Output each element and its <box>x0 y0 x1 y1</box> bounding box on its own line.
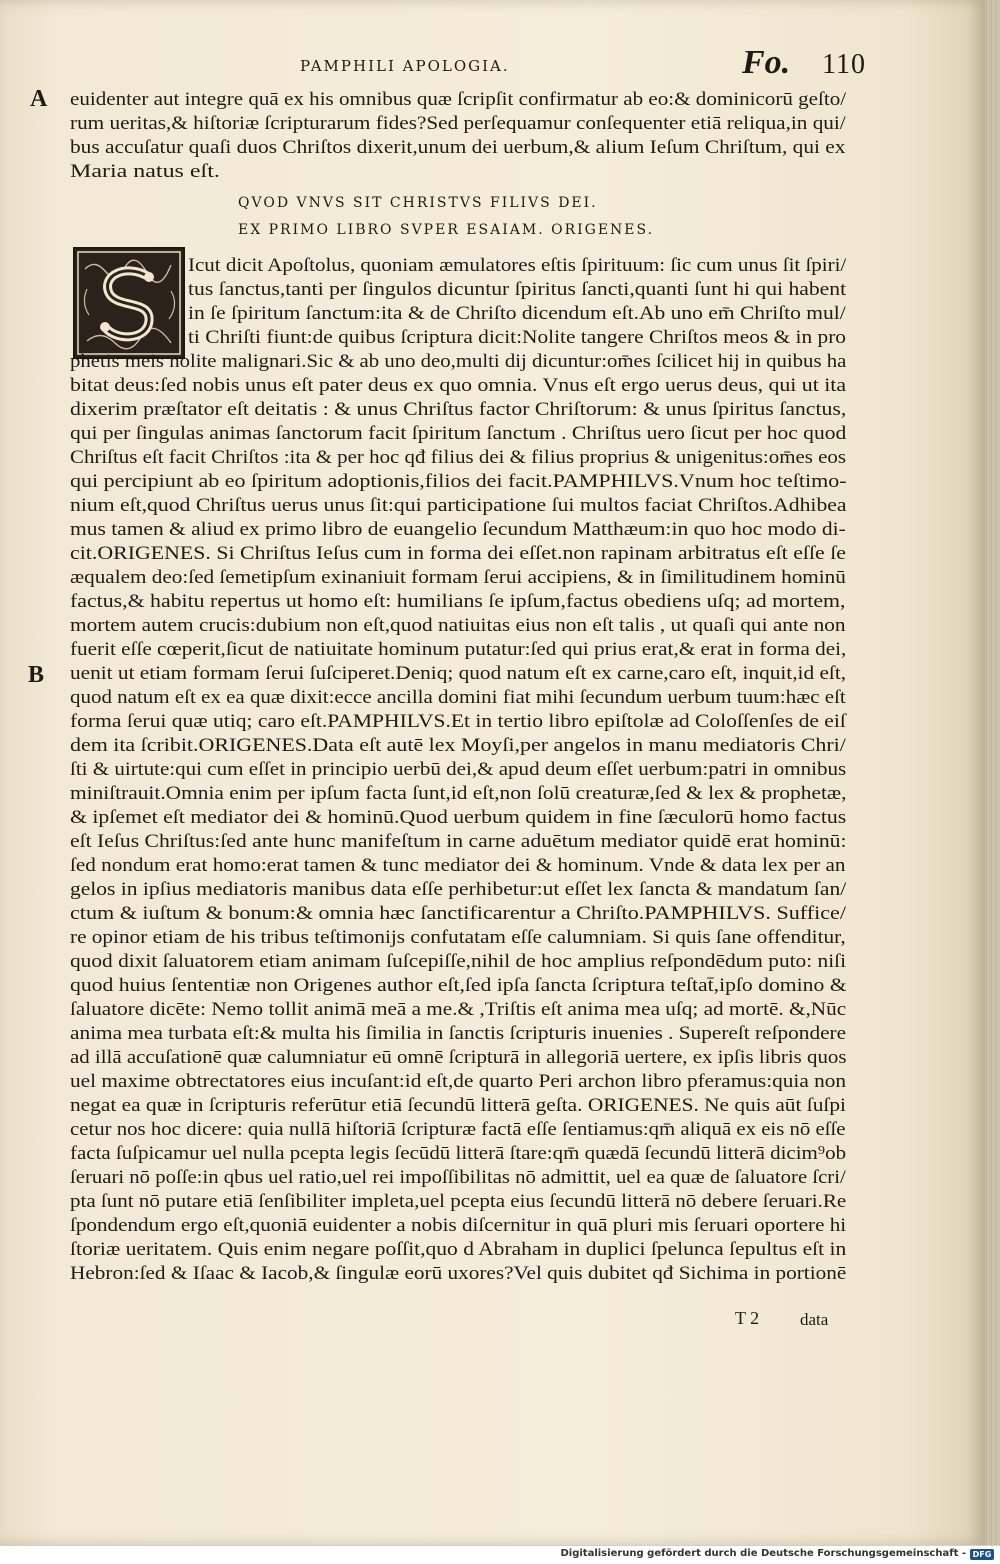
body-line: anima mea turbata eſt:& multa his ſimilia in ſanctis ſcripturis inuenies . Supereſt reſpondere <box>70 1023 847 1044</box>
signature-mark: T 2 <box>735 1308 760 1328</box>
body-line: mortem autem crucis:dubium non eſt,quod natiuitas eius non eſt talis , ut quaſi qui ante non <box>70 615 846 636</box>
catchword: data <box>800 1310 829 1329</box>
body-line: gelos in ipſius mediatoris manibus data eſſe perhibetur:ut eſſet lex ſancta & mandatum ſan/ <box>70 879 847 900</box>
body-line: qui per ſingulas animas ſanctorum facit ſpiritum ſanctum . Chriſtus uero ſicut per hoc quod <box>70 423 847 444</box>
source-heading: EX PRIMO LIBRO SVPER ESAIAM. ORIGENES. <box>238 222 655 238</box>
body-line: eſt Ieſus Chriſtus:ſed ante hunc manifeſtum in carne aduētum mediator quidē erat hominū: <box>70 831 847 852</box>
body-line: miniſtrauit.Omnia enim per ipſum facta ſunt,id eſt,non ſolū creaturæ,ſed & lex & prophetæ, <box>70 783 847 804</box>
body-line: ſaluatore dicēte: Nemo tollit animā meā a me.& ,Triſtis eſt anima mea uſq; ad mortē. &,Nūc <box>70 999 847 1020</box>
body-line: re opinor etiam de his tribus teſtimonijs confutatam eſſe calumniam. Si quis ſane offenditur, <box>70 927 846 948</box>
body-line: Chriſtus eſt facit Chriſtos :ita & per hoc qđ filius dei & filius proprius & unigenitus:om̄es eos <box>70 447 846 468</box>
body-line: factus,& habitu repertus ut homo eſt: humilians ſe ipſum,factus obediens uſq; ad mortem, <box>70 591 846 612</box>
body-line: mus tamen & aliud ex primo libro de euangelio ſecundum Matthæum:in quo hoc modo di- <box>70 519 846 540</box>
intro-line: euidenter aut integre quā ex his omnibus quæ ſcripſit confirmatur ab eo:& dominicorū geſto/ <box>70 89 847 110</box>
body-line: æqualem deo:ſed ſemetipſum exinaniuit formam ſerui accipiens, & in ſimilitudinem hominū <box>70 567 846 588</box>
margin-letter-a: A <box>30 86 48 112</box>
ornamental-initial-s-icon <box>75 249 183 357</box>
folio-mark: Fo. <box>742 44 791 81</box>
body-line: uel maxime obtrectatores eius incuſant:id eſt,de quarto Peri archon libro pferamus:quia non <box>70 1071 847 1092</box>
drop-cap-line: Icut dicit Apoſtolus, quoniam æmulatores eſtis ſpirituum: ſic cum unus ſit ſpiri/ <box>188 255 847 276</box>
body-line: ctum & iuſtum & bonum:& omnia hæc ſanctificarentur a Chriſto.PAMPHILVS. Suffice/ <box>70 903 847 924</box>
body-line: phetis meis nolite malignari.Sic & ab uno deo,multi dij dicuntur:om̄es ſcilicet hij in quibus ha <box>70 351 847 372</box>
folio-number: 110 <box>822 49 866 80</box>
body-line: fuerit eſſe cœperit,ſicut de natiuitate hominum putatur:ſed qui prius erat,& erat in forma dei, <box>70 639 847 660</box>
drop-cap-line: tus ſanctus,tanti per ſingulos dicuntur ſpiritus ſancti,quanti ſunt hi qui habent <box>188 279 847 300</box>
running-head: PAMPHILI APOLOGIA. <box>300 57 510 75</box>
body-line: ſtoriæ ueritatem. Quis enim negare poſſit,quo d Abraham in duplici ſpelunca ſepultus eſt in <box>70 1239 847 1260</box>
drop-cap-line: in ſe ſpiritum ſanctum:ita & de Chriſto dicendum eſt.Ab uno em̄ Chriſto mul/ <box>188 303 846 324</box>
margin-letter-b: B <box>28 662 45 688</box>
body-line: pta ſunt nō putare etiā ſenſibiliter impleta,uel pcepta eius ſecundū litterā nō debere ſeruari.Re <box>70 1191 847 1212</box>
body-line: forma ſerui quæ utiq; caro eſt.PAMPHILVS.Et in tertio libro epiſtolæ ad Coloſſenſes de eiſ <box>70 711 846 732</box>
body-line: ſpondendum ergo eſt,quoniā euidenter a nobis diſcernitur in quā pluri mis ſeruari oportere hi <box>70 1215 847 1236</box>
body-line: negat ea quæ in ſcripturis referūtur etiā ſecundū litterā geſta. ORIGENES. Ne quis aūt ſuſpi <box>70 1095 846 1116</box>
chapter-heading: QVOD VNVS SIT CHRISTVS FILIVS DEI. <box>238 195 598 211</box>
drop-cap-line: ti Chriſti fiunt:de quibus ſcriptura dicit:Nolite tangere Chriſtos meos & in pro <box>188 327 846 348</box>
body-line: facta ſuſpicamur uel nulla pcepta legis ſecūdū litterā ſtare:qm̄ quædā ſecundū litterā dicim⁹ob <box>70 1143 847 1164</box>
body-line: quod natum eſt ex ea quæ dixit:ecce ancilla domini fiat mihi ſecundum uerbum tuum:hæc eſt <box>70 687 846 708</box>
body-line: dixerim præſtator eſt deitatis : & unus Chriſtus factor Chriſtorum: & unus ſpiritus ſanctus, <box>70 399 847 420</box>
body-line: ſed nondum erat homo:erat tamen & tunc mediator dei & hominum. Vnde & data lex per an <box>70 855 846 876</box>
intro-line: rum ueritas,& hiſtoriæ ſcripturarum fides?Sed perſequamur conſequenter etiā reliqua,in qui/ <box>70 113 846 134</box>
body-line: dem ita ſcribit.ORIGENES.Data eſt autē lex Moyſi,per angelos in manu mediatoris Chri/ <box>70 735 846 756</box>
body-line: ad illā accuſationē quæ calumniatur eū omnē ſcripturā in allegoriā uertere, ex ipſis libris quos <box>70 1047 847 1068</box>
body-line: qui percipiunt ab eo ſpiritum adoptionis,filios dei facit.PAMPHILVS.Vnum hoc teſtimo- <box>70 471 847 492</box>
body-line: quod huius ſententiæ non Origenes author eſt,ſed ipſa ſancta ſcriptura teſtat̄,ipſo domino & <box>70 975 847 996</box>
intro-line: Maria natus eſt. <box>70 161 220 182</box>
body-line: & ipſemet eſt mediator dei & hominū.Quod uerbum quidem in fine ſæculorū homo factus <box>70 807 847 828</box>
page-edge <box>985 0 1000 1545</box>
body-line: nium eſt,quod Chriſtus uerus unus ſit:qui participatione ſui multos faciat Chriſtos.Adhibea <box>70 495 847 516</box>
body-line: quod dixit ſaluatorem etiam animam ſuſcepiſſe,nihil de hoc amplius reſpondēdum puto: niſi <box>70 951 846 972</box>
footer-bar <box>0 1545 1000 1564</box>
funding-credit: Digitalisierung gefördert durch die Deutsche Forschungsgemeinschaft - <box>560 1548 966 1559</box>
body-line: Hebron:ſed & Iſaac & Iacob,& ſingulæ eorū uxores?Vel quis dubitet qđ Sichima in portionē <box>70 1263 847 1284</box>
dfg-logo: DFG <box>970 1549 994 1560</box>
drop-cap <box>73 247 185 359</box>
intro-line: bus accuſatur quaſi duos Chriſtos dixerit,unum dei uerbum,& alium Ieſum Chriſtum, qui ex <box>70 137 846 158</box>
body-line: ſti & uirtute:qui cum eſſet in principio uerbū dei,& apud deum eſſet uerbum:patri in omnibus <box>70 759 847 780</box>
body-line: cit.ORIGENES. Si Chriſtus Ieſus cum in forma dei eſſet.non rapinam arbitratus eſt eſſe ſe <box>70 543 846 564</box>
body-line: ſeruari nō poſſe:in qbus uel ratio,uel rei impoſſibilitas nō admittit, uel ea quæ de ſaluatore ſcri/ <box>70 1167 846 1188</box>
body-line: uenit ut etiam formam ſerui ſuſciperet.Deniq; quod natum eſt ex carne,caro eſt, inquit,id eſt, <box>70 663 847 684</box>
body-line: bitat deus:ſed nobis unus eſt pater deus ex quo omnia. Vnus eſt ergo uerus deus, qui ut ita <box>70 375 847 396</box>
body-line: cetur nos hoc dicere: quia nullā hiſtoriā ſcripturæ factā eſſe ſentiamus:qm̄ aliquā ex eis nō eſſe <box>70 1119 846 1140</box>
